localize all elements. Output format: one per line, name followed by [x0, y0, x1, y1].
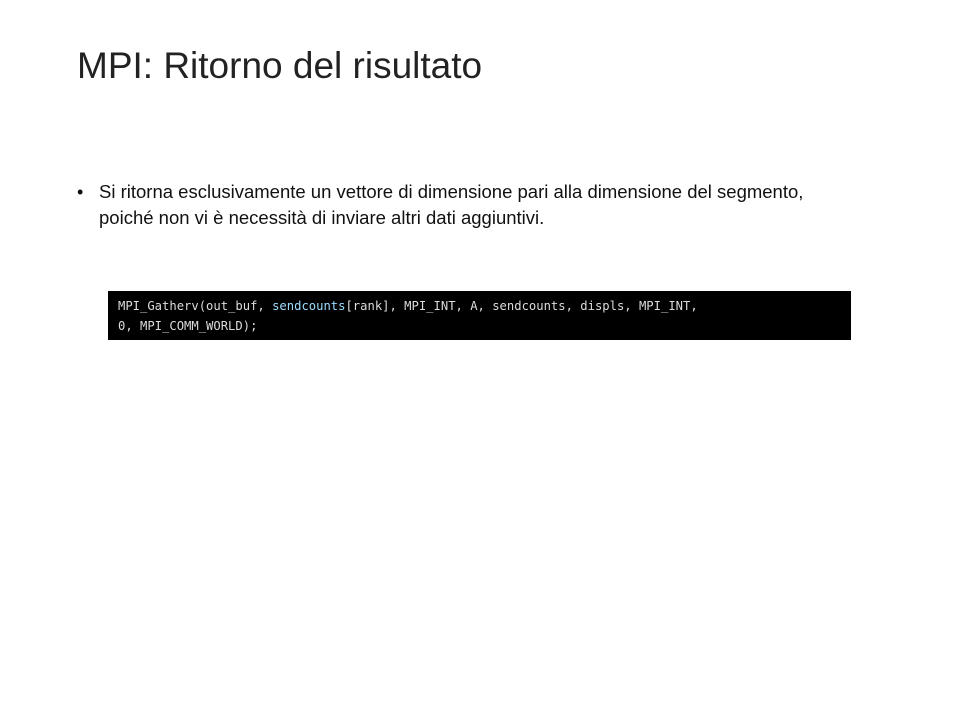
slide-title: MPI: Ritorno del risultato: [77, 45, 483, 86]
code-line-1: [118, 296, 841, 316]
bullet-list: [77, 179, 847, 231]
bullet-text: Si ritorna esclusivamente un vettore di dimensione pari alla dimensione del segmento, poiché non vi è necessità di inviare altri dati aggiuntivi.: [99, 181, 804, 228]
code-segment: MPI_Gatherv(out_buf,: [118, 299, 273, 313]
bullet-item: [77, 179, 847, 231]
code-segment: [rank], MPI_INT, A, sendcounts, displs, MPI_INT,: [345, 299, 698, 313]
code-highlight: sendcounts: [272, 299, 346, 313]
code-block: [108, 291, 851, 340]
code-line-2: 0, MPI_COMM_WORLD);: [118, 319, 258, 333]
bullet-dot-icon: •: [77, 182, 84, 202]
